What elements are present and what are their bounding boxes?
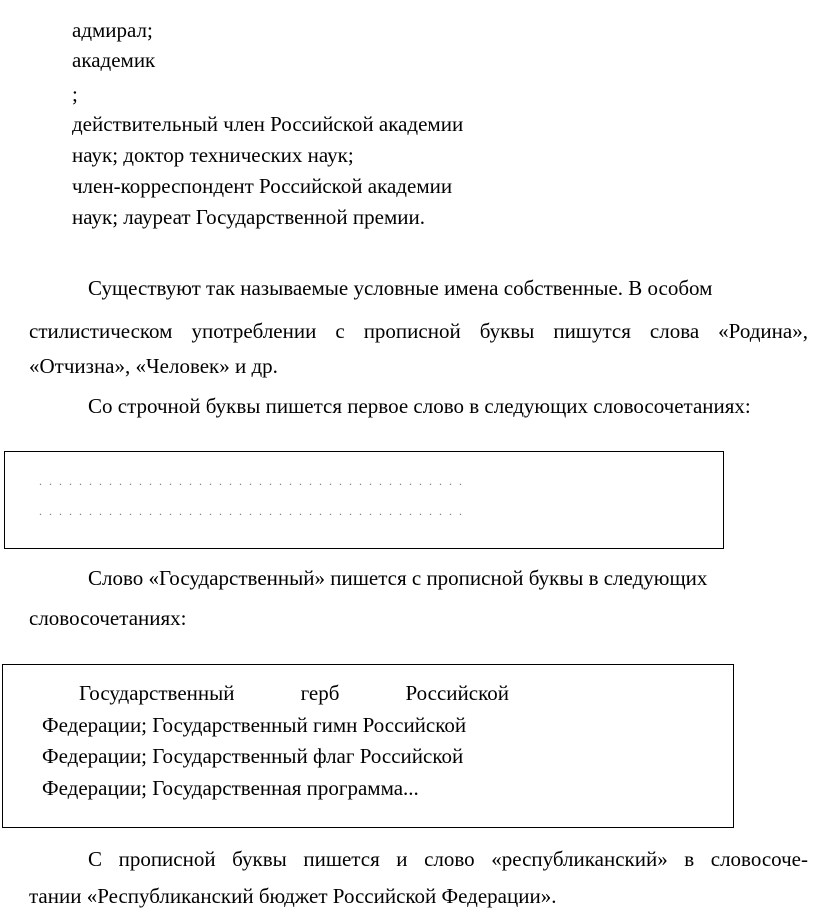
word: слово — [424, 847, 475, 871]
para3-line1: Слово «Государственный» пишется с прописной буквы в следующих — [88, 566, 708, 590]
para1-line1: Существуют так называемые условные имена собственные. В особом — [88, 276, 713, 300]
list-line-academician: академик — [72, 48, 156, 72]
box2-line1 — [79, 683, 509, 704]
list-line-doctor: наук; доктор технических наук; — [72, 143, 354, 167]
word: буквы — [479, 319, 535, 343]
list-line-correspondent: член-корреспондент Российской академии — [72, 174, 453, 198]
word: С — [88, 847, 103, 871]
word: стилистическом — [29, 319, 173, 343]
word: «Родина», — [718, 319, 808, 343]
word: прописной — [118, 847, 216, 871]
list-line-admiral: адмирал; — [72, 18, 153, 42]
list-line-laureate: наук; лауреат Государственной премии. — [72, 205, 425, 229]
word: буквы — [232, 847, 287, 871]
box2-line2: Федерации; Государственный гимн Российской — [42, 713, 467, 737]
word: и — [396, 847, 408, 871]
word: герб — [300, 681, 340, 705]
box2-line4: Федерации; Государственная программа... — [42, 776, 419, 800]
word: Российской — [405, 681, 509, 705]
dotted-line-2: . . . . . . . . . . . . . . . . . . . . . . . . . . . . . . . . . . . . . . . . . . . — [39, 504, 464, 518]
dotted-box — [4, 451, 724, 549]
para4-line1 — [88, 849, 808, 870]
word: прописной — [363, 319, 461, 343]
word: «республиканский» — [491, 847, 668, 871]
dotted-line-1: . . . . . . . . . . . . . . . . . . . . . . . . . . . . . . . . . . . . . . . . . . . — [39, 474, 464, 488]
word: словосоче- — [710, 847, 808, 871]
box2-line3: Федерации; Государственный флаг Российской — [42, 744, 464, 768]
word: с — [335, 319, 345, 343]
word: пишется — [303, 847, 380, 871]
word: пишутся — [553, 319, 631, 343]
para1-line3: «Отчизна», «Человек» и др. — [29, 354, 278, 378]
list-line-semicolon: ; — [72, 82, 78, 106]
word: употреблении — [191, 319, 317, 343]
para3-line2: словосочетаниях: — [29, 606, 187, 630]
state-terms-box — [2, 664, 734, 828]
para4-line2: тании «Республиканский бюджет Российской Федерации». — [29, 884, 557, 908]
para1-line2 — [29, 321, 808, 342]
word: слова — [649, 319, 700, 343]
word: Государственный — [79, 681, 235, 705]
list-line-member: действительный член Российской академии — [72, 112, 464, 136]
word: в — [684, 847, 695, 871]
para2-line: Со строчной буквы пишется первое слово в следующих словосочетаниях: — [88, 394, 751, 418]
